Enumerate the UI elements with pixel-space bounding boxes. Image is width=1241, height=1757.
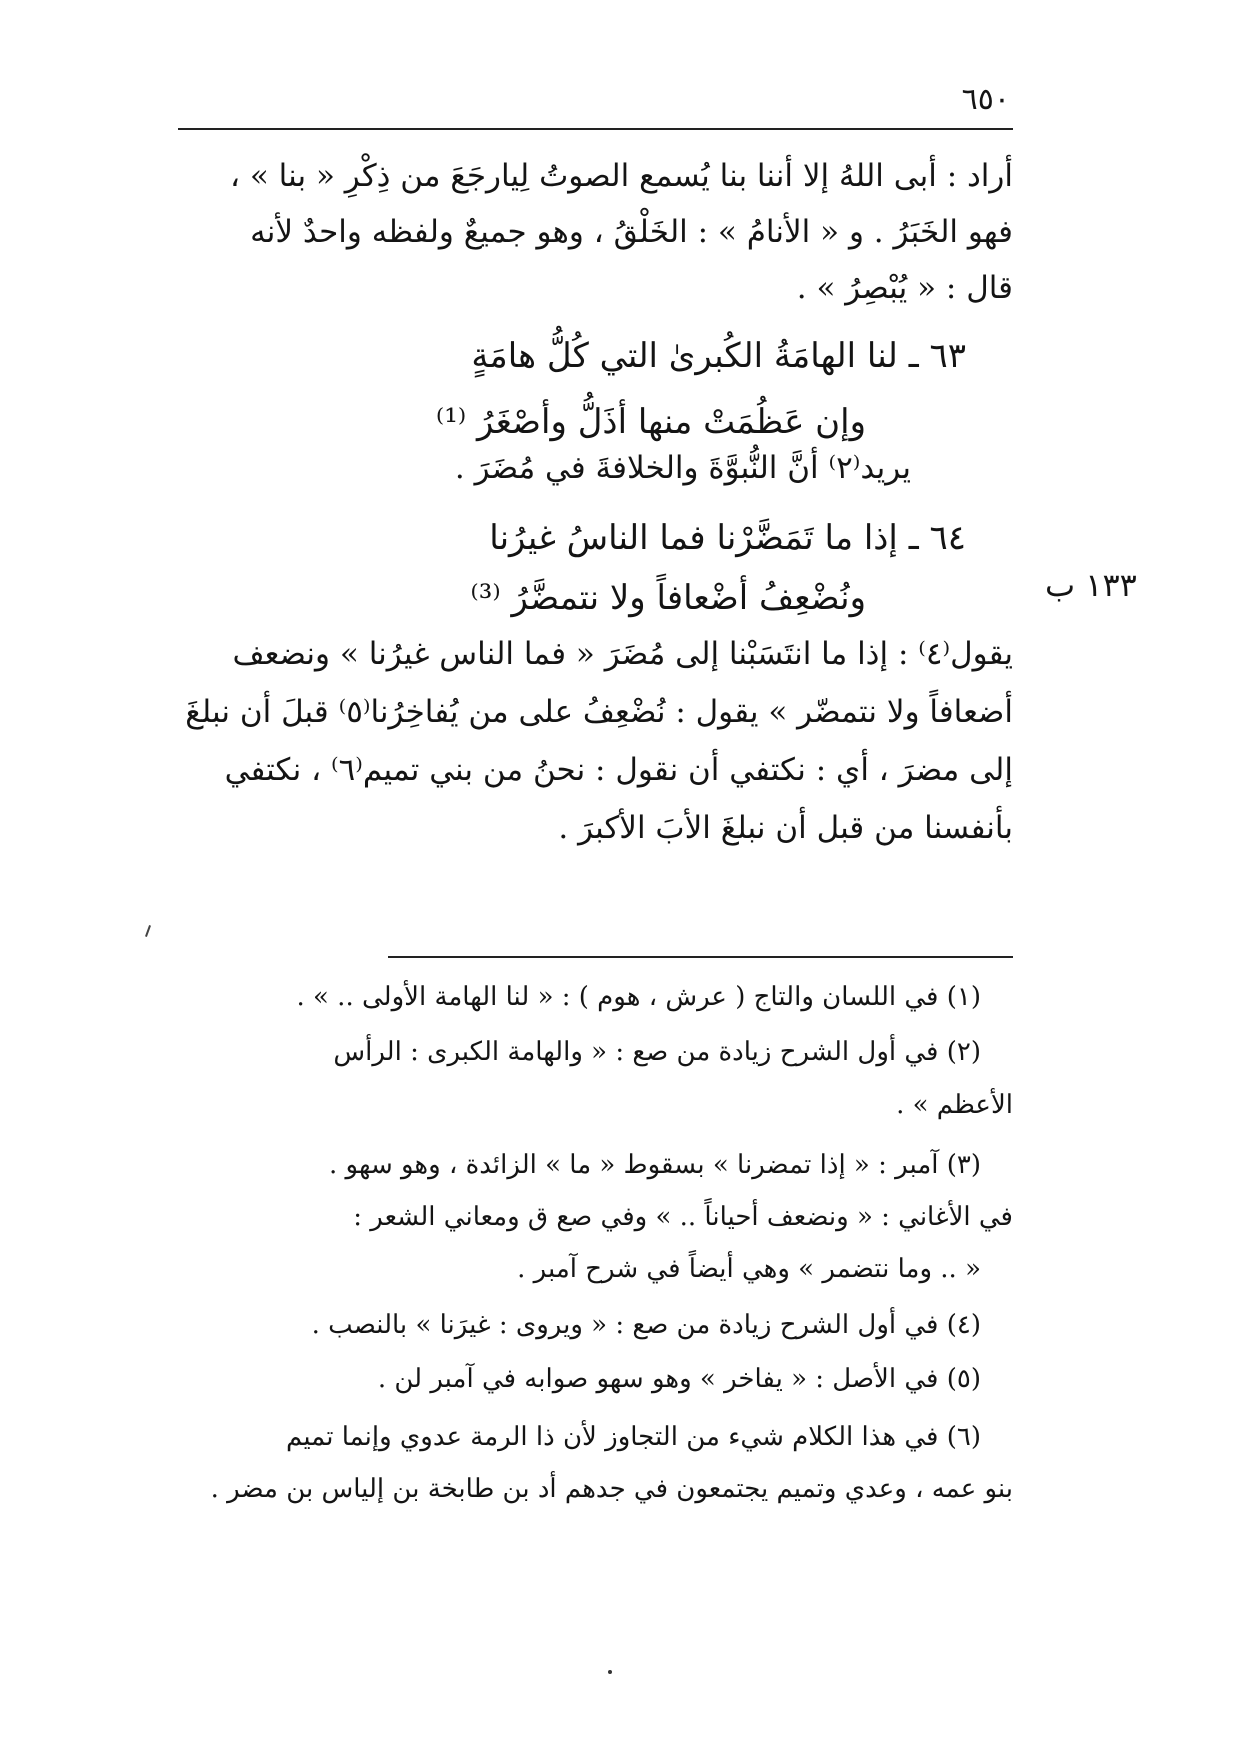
footnote-rule [388, 956, 1013, 958]
footnote-3-continuation-2: « .. وما نتضمر » وهي أيضاً في شرح آمبر . [517, 1254, 981, 1284]
footnote-6-continuation: بنو عمه ، وعدي وتميم يجتمعون في جدهم أد بن طابخة بن إلياس بن مضر . [210, 1474, 1013, 1504]
verse-64-second-hemistich: ونُضْعِفُ أضْعافاً ولا نتمضَّرُ ⁽³⁾ [470, 578, 866, 618]
margin-folio-note: ١٣٣ ب [1045, 566, 1137, 604]
intro-line-2: فهو الخَبَرُ . و « الأنامُ » : الخَلْقُ ، وهو جميعٌ ولفظه واحدٌ لأنه [250, 214, 1013, 250]
verse-64-commentary-line-1: يقول⁽٤⁾ : إذا ما انتَسَبْنا إلى مُضَرَ « فما الناس غيرُنا » ونضعف [232, 636, 1013, 672]
footnote-2: (٢) في أول الشرح زيادة من صع : « والهامة الكبرى : الرأس [333, 1037, 981, 1067]
verse-64-first-hemistich: ٦٤ ـ إذا ما تَمَضَّرْنا فما الناسُ غيرُنا [489, 518, 966, 558]
footnote-5: (٥) في الأصل : « يفاخر » وهو سهو صوابه في آمبر لن . [377, 1364, 981, 1394]
footnote-2-continuation: الأعظم » . [896, 1090, 1013, 1120]
footnote-6: (٦) في هذا الكلام شيء من التجاوز لأن ذا الرمة عدوي وإنما تميم [286, 1422, 981, 1452]
bottom-dot [608, 1670, 612, 1674]
footnote-3: (٣) آمبر : « إذا تمضرنا » بسقوط « ما » الزائدة ، وهو سهو . [329, 1150, 981, 1180]
verse-64-commentary-line-2: أضعافاً ولا نتمضّر » يقول : نُضْعِفُ على من يُفاخِرُنا⁽٥⁾ قبلَ أن نبلغَ [185, 694, 1013, 730]
intro-line-1: أراد : أبى اللهُ إلا أننا بنا يُسمع الصوتُ لِيارجَعَ من ذِكْرِ « بنا » ، [230, 158, 1013, 194]
footnote-3-continuation-1: في الأغاني : « ونضعف أحياناً .. » وفي صع ق ومعاني الشعر : [353, 1202, 1013, 1232]
verse-63-first-hemistich: ٦٣ ـ لنا الهامَةُ الكُبرىٰ التي كُلُّ هامَةٍ [471, 336, 966, 376]
header-rule [178, 128, 1013, 130]
verse-64-commentary-line-4: بأنفسنا من قبل أن نبلغَ الأبَ الأكبرَ . [558, 810, 1013, 846]
page-number: ٦٥٠ [961, 82, 1010, 117]
verse-63-commentary: يريد⁽٢⁾ أنَّ النُّبوَّةَ والخلافةَ في مُضَرَ . [454, 450, 911, 486]
verse-64-commentary-line-3: إلى مضرَ ، أي : نكتفي أن نقول : نحنُ من بني تميم⁽٦⁾ ، نكتفي [224, 752, 1013, 788]
footnote-4: (٤) في أول الشرح زيادة من صع : « ويروى : غيرَنا » بالنصب . [311, 1310, 981, 1340]
stray-mark [145, 925, 151, 937]
footnote-1: (١) في اللسان والتاج ( عرش ، هوم ) : « لنا الهامة الأولى .. » . [296, 982, 981, 1012]
intro-line-3: قال : « يُبْصِرُ » . [796, 270, 1013, 306]
verse-63-second-hemistich: وإن عَظُمَتْ منها أذَلُّ وأصْغَرُ ⁽¹⁾ [435, 402, 866, 442]
